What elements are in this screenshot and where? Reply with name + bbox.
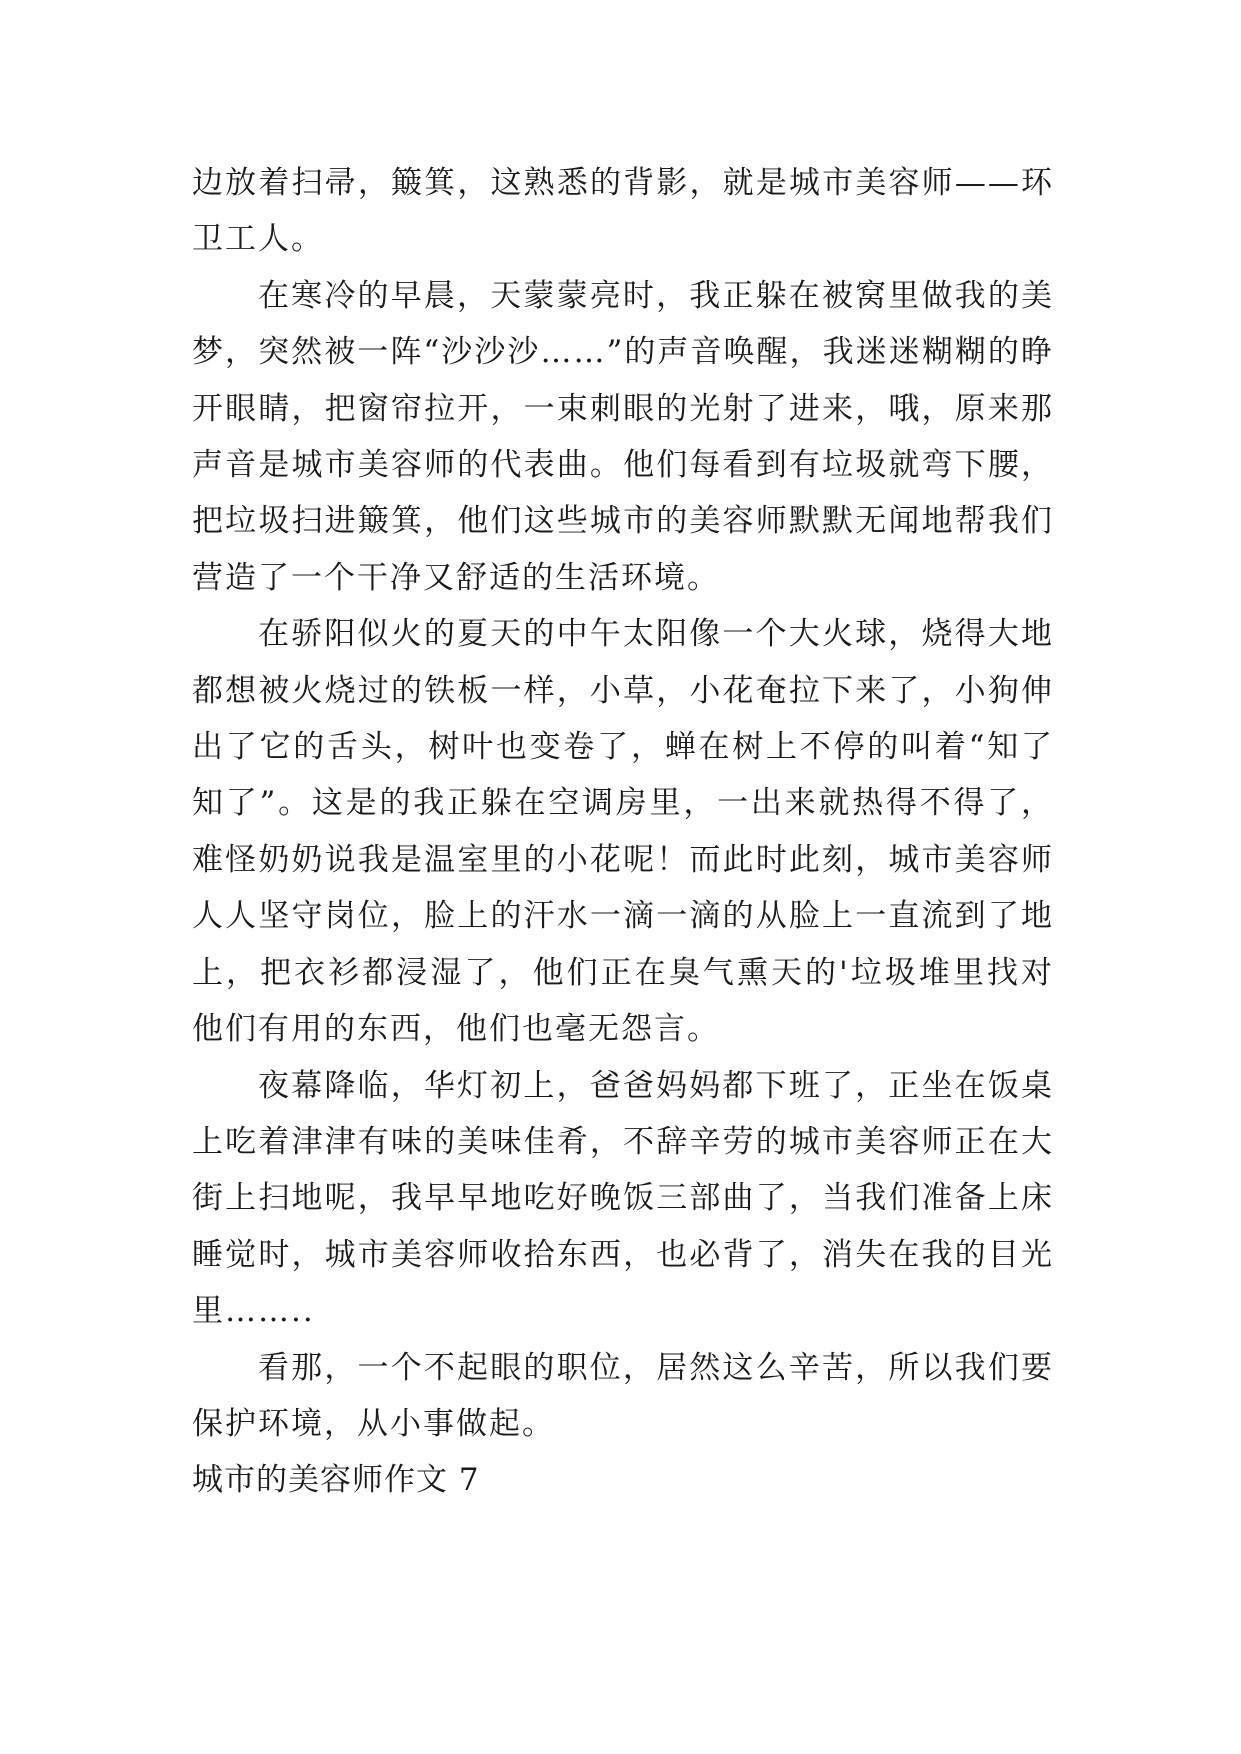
paragraph-3: 在骄阳似火的夏天的中午太阳像一个大火球，烧得大地都想被火烧过的铁板一样，小草，小花奄拉下来了，小狗伸出了它的舌头，树叶也变卷了，蝉在树上不停的叫着“知了知了”。这是的我正躲在空调房里，一出来就热得不得了，难怪奶奶说我是温室里的小花呢！而此时此刻，城市美容师人人坚守岗位，脸上的汗水一滴一滴的从脸上一直流到了地上，把衣衫都浸湿了，他们正在臭气熏天的'垃圾堆里找对他们有用的东西，他们也毫无怨言。 <box>192 616 1054 1048</box>
paragraph-2: 在寒冷的早晨，天蒙蒙亮时，我正躲在被窝里做我的美梦，突然被一阵“沙沙沙……”的声音唤醒，我迷迷糊糊的睁开眼睛，把窗帘拉开，一束刺眼的光射了进来，哦，原来那声音是城市美容师的代表曲。他们每看到有垃圾就弯下腰，把垃圾扫进簸箕，他们这些城市的美容师默默无闻地帮我们营造了一个干净又舒适的生活环境。 <box>192 277 1054 596</box>
paragraph-5: 看那，一个不起眼的职位，居然这么辛苦，所以我们要保护环境，从小事做起。 <box>192 1349 1054 1442</box>
paragraph-4: 夜幕降临，华灯初上，爸爸妈妈都下班了，正坐在饭桌上吃着津津有味的美味佳肴，不辞辛劳的城市美容师正在大街上扫地呢，我早早地吃好晚饭三部曲了，当我们准备上床睡觉时，城市美容师收拾东西，也必背了，消失在我的目光里…….. <box>192 1067 1054 1330</box>
section-title: 城市的美容师作文 7 <box>192 1462 480 1499</box>
document-page <box>192 155 1054 1509</box>
paragraph-1: 边放着扫帚，簸箕，这熟悉的背影，就是城市美容师——环卫工人。 <box>192 165 1054 258</box>
